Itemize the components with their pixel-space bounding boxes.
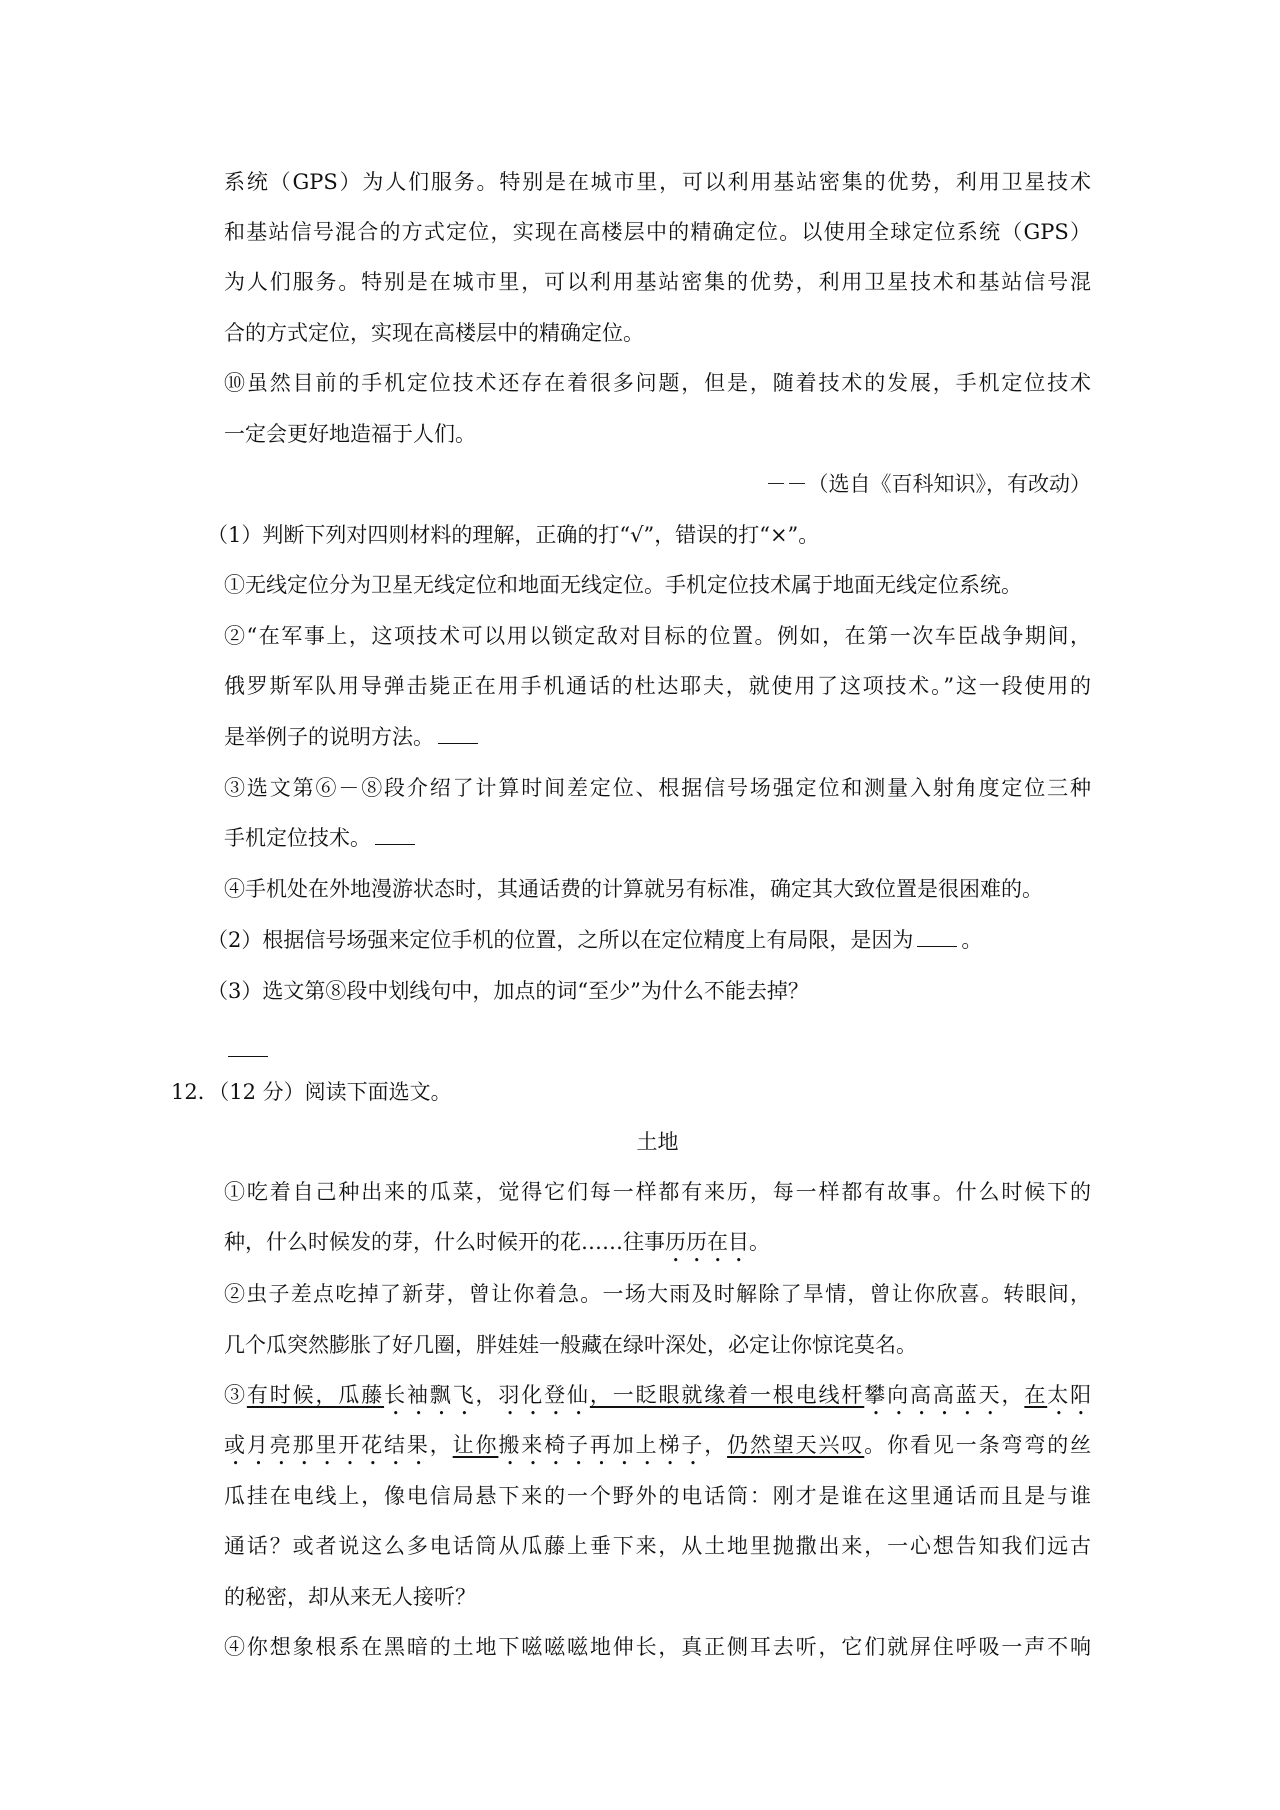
text-line xyxy=(224,1380,1091,1420)
emphasis-dotted-text: 或月亮那里开花结果 xyxy=(224,1433,430,1457)
text-segment: ， xyxy=(704,1433,728,1457)
emphasis-dotted-text: 攀向高高蓝天 xyxy=(864,1383,1002,1407)
text-segment: 土地 xyxy=(636,1130,679,1154)
answer-blank[interactable] xyxy=(228,1036,268,1057)
text-line xyxy=(224,1531,1091,1561)
text-segment: 的秘密，却从来无人接听？ xyxy=(224,1585,476,1609)
text-line xyxy=(224,1430,1091,1470)
text-line xyxy=(224,469,1091,499)
text-line xyxy=(224,722,1091,752)
emphasis-dotted-text: 搬来椅子再加上梯子 xyxy=(498,1433,705,1457)
text-segment: 系统（GPS）为人们服务。特别是在城市里，可以利用基站密集的优势，利用卫星技术 xyxy=(224,170,1091,194)
text-line xyxy=(224,368,1091,398)
emphasis-dotted-text: 历历在目 xyxy=(665,1230,749,1254)
text-segment: ⑩虽然目前的手机定位技术还存在着很多问题，但是，随着技术的发展，手机定位技术 xyxy=(224,371,1091,395)
text-line xyxy=(224,621,1091,651)
text-segment: （3）选文第⑧段中划线句中，加点的词“至少”为什么不能去掉？ xyxy=(207,979,809,1003)
text-segment: ④手机处在外地漫游状态时，其通话费的计算就另有标准，确定其大致位置是很困难的。 xyxy=(224,877,1043,901)
text-line xyxy=(224,671,1091,701)
text-line xyxy=(224,1632,1091,1662)
text-line xyxy=(224,217,1091,247)
text-segment: 和基站信号混合的方式定位，实现在高楼层中的精确定位。以使用全球定位系统（GPS） xyxy=(224,220,1091,244)
text-line xyxy=(224,1035,1091,1065)
text-segment: 几个瓜突然膨胀了好几圈，胖娃娃一般藏在绿叶深处，必定让你惊诧莫名。 xyxy=(224,1333,917,1357)
text-line xyxy=(207,520,1074,550)
text-line xyxy=(224,823,1091,853)
text-segment: 是举例子的说明方法。 xyxy=(224,725,434,749)
emphasis-dotted-text: 太阳 xyxy=(1047,1383,1092,1407)
text-segment: 瓜挂在电线上，像电信局悬下来的一个野外的电话筒：刚才是谁在这里通话而且是与谁 xyxy=(224,1484,1091,1508)
text-segment: （2）根据信号场强来定位手机的位置，之所以在定位精度上有局限，是因为 xyxy=(207,928,914,952)
text-segment: ①吃着自己种出来的瓜菜，觉得它们每一样都有来历，每一样都有故事。什么时候下的 xyxy=(224,1180,1091,1204)
text-segment: 一定会更好地造福于人们。 xyxy=(224,422,476,446)
text-line xyxy=(224,1227,1091,1267)
text-line xyxy=(171,1077,1038,1107)
text-segment: 俄罗斯军队用导弹击毙正在用手机通话的杜达耶夫，就使用了这项技术。”这一段使用的 xyxy=(224,674,1091,698)
text-line xyxy=(224,1127,1091,1157)
text-line xyxy=(224,570,1091,600)
text-line xyxy=(224,267,1091,297)
underlined-text: 有时候，瓜藤 xyxy=(246,1383,385,1407)
text-segment: ③ xyxy=(224,1383,247,1407)
text-segment: 。 xyxy=(749,1230,770,1254)
text-line xyxy=(207,925,1074,955)
text-segment: ①无线定位分为卫星无线定位和地面无线定位。手机定位技术属于地面无线定位系统。 xyxy=(224,573,1022,597)
answer-blank[interactable] xyxy=(438,723,478,744)
text-line xyxy=(224,1177,1091,1207)
emphasis-dotted-text: 长袖飘飞，羽化登仙 xyxy=(384,1383,590,1407)
text-line xyxy=(224,1279,1091,1309)
text-segment: ④你想象根系在黑暗的土地下嗞嗞嗞地伸长，真正侧耳去听，它们就屏住呼吸一声不响 xyxy=(224,1635,1091,1659)
text-line xyxy=(224,773,1091,803)
text-segment: 为人们服务。特别是在城市里，可以利用基站密集的优势，利用卫星技术和基站信号混 xyxy=(224,270,1091,294)
text-line xyxy=(224,167,1091,197)
text-line xyxy=(224,318,1091,348)
text-segment: 12．（12 分）阅读下面选文。 xyxy=(171,1080,452,1104)
text-segment: 种，什么时候发的芽，什么时候开的花……往事 xyxy=(224,1230,665,1254)
underlined-text: 在 xyxy=(1024,1383,1048,1407)
text-line xyxy=(224,874,1091,904)
text-segment: ②“在军事上，这项技术可以用以锁定敌对目标的位置。例如，在第一次车臣战争期间， xyxy=(224,624,1091,648)
text-segment: ②虫子差点吃掉了新芽，曾让你着急。一场大雨及时解除了旱情，曾让你欣喜。转眼间， xyxy=(224,1282,1091,1306)
underlined-text: 让你 xyxy=(452,1433,499,1457)
underlined-text: 仍然望天兴叹 xyxy=(727,1433,865,1457)
text-line xyxy=(224,1330,1091,1360)
text-segment: ③选文第⑥－⑧段介绍了计算时间差定位、根据信号场强定位和测量入射角度定位三种 xyxy=(224,776,1091,800)
text-segment: 手机定位技术。 xyxy=(224,826,371,850)
text-segment: 。你看见一条弯弯的丝 xyxy=(864,1433,1092,1457)
text-line xyxy=(224,1481,1091,1511)
text-line xyxy=(224,1582,1091,1612)
text-line xyxy=(207,976,1074,1006)
text-line xyxy=(224,419,1091,449)
answer-blank[interactable] xyxy=(375,824,415,845)
text-segment: －－（选自《百科知识》，有改动） xyxy=(765,472,1091,496)
text-segment: ， xyxy=(1001,1383,1025,1407)
text-segment: 。 xyxy=(961,928,983,952)
text-segment: （1）判断下列对四则材料的理解，正确的打“√”，错误的打“×”。 xyxy=(207,523,820,547)
underlined-text: ，一眨眼就缘着一根电线杆 xyxy=(589,1383,865,1407)
text-segment: ， xyxy=(429,1433,453,1457)
answer-blank[interactable] xyxy=(917,926,957,947)
text-segment: 通话？或者说这么多电话筒从瓜藤上垂下来，从土地里抛撒出来，一心想告知我们远古 xyxy=(224,1534,1091,1558)
text-segment: 合的方式定位，实现在高楼层中的精确定位。 xyxy=(224,321,644,345)
